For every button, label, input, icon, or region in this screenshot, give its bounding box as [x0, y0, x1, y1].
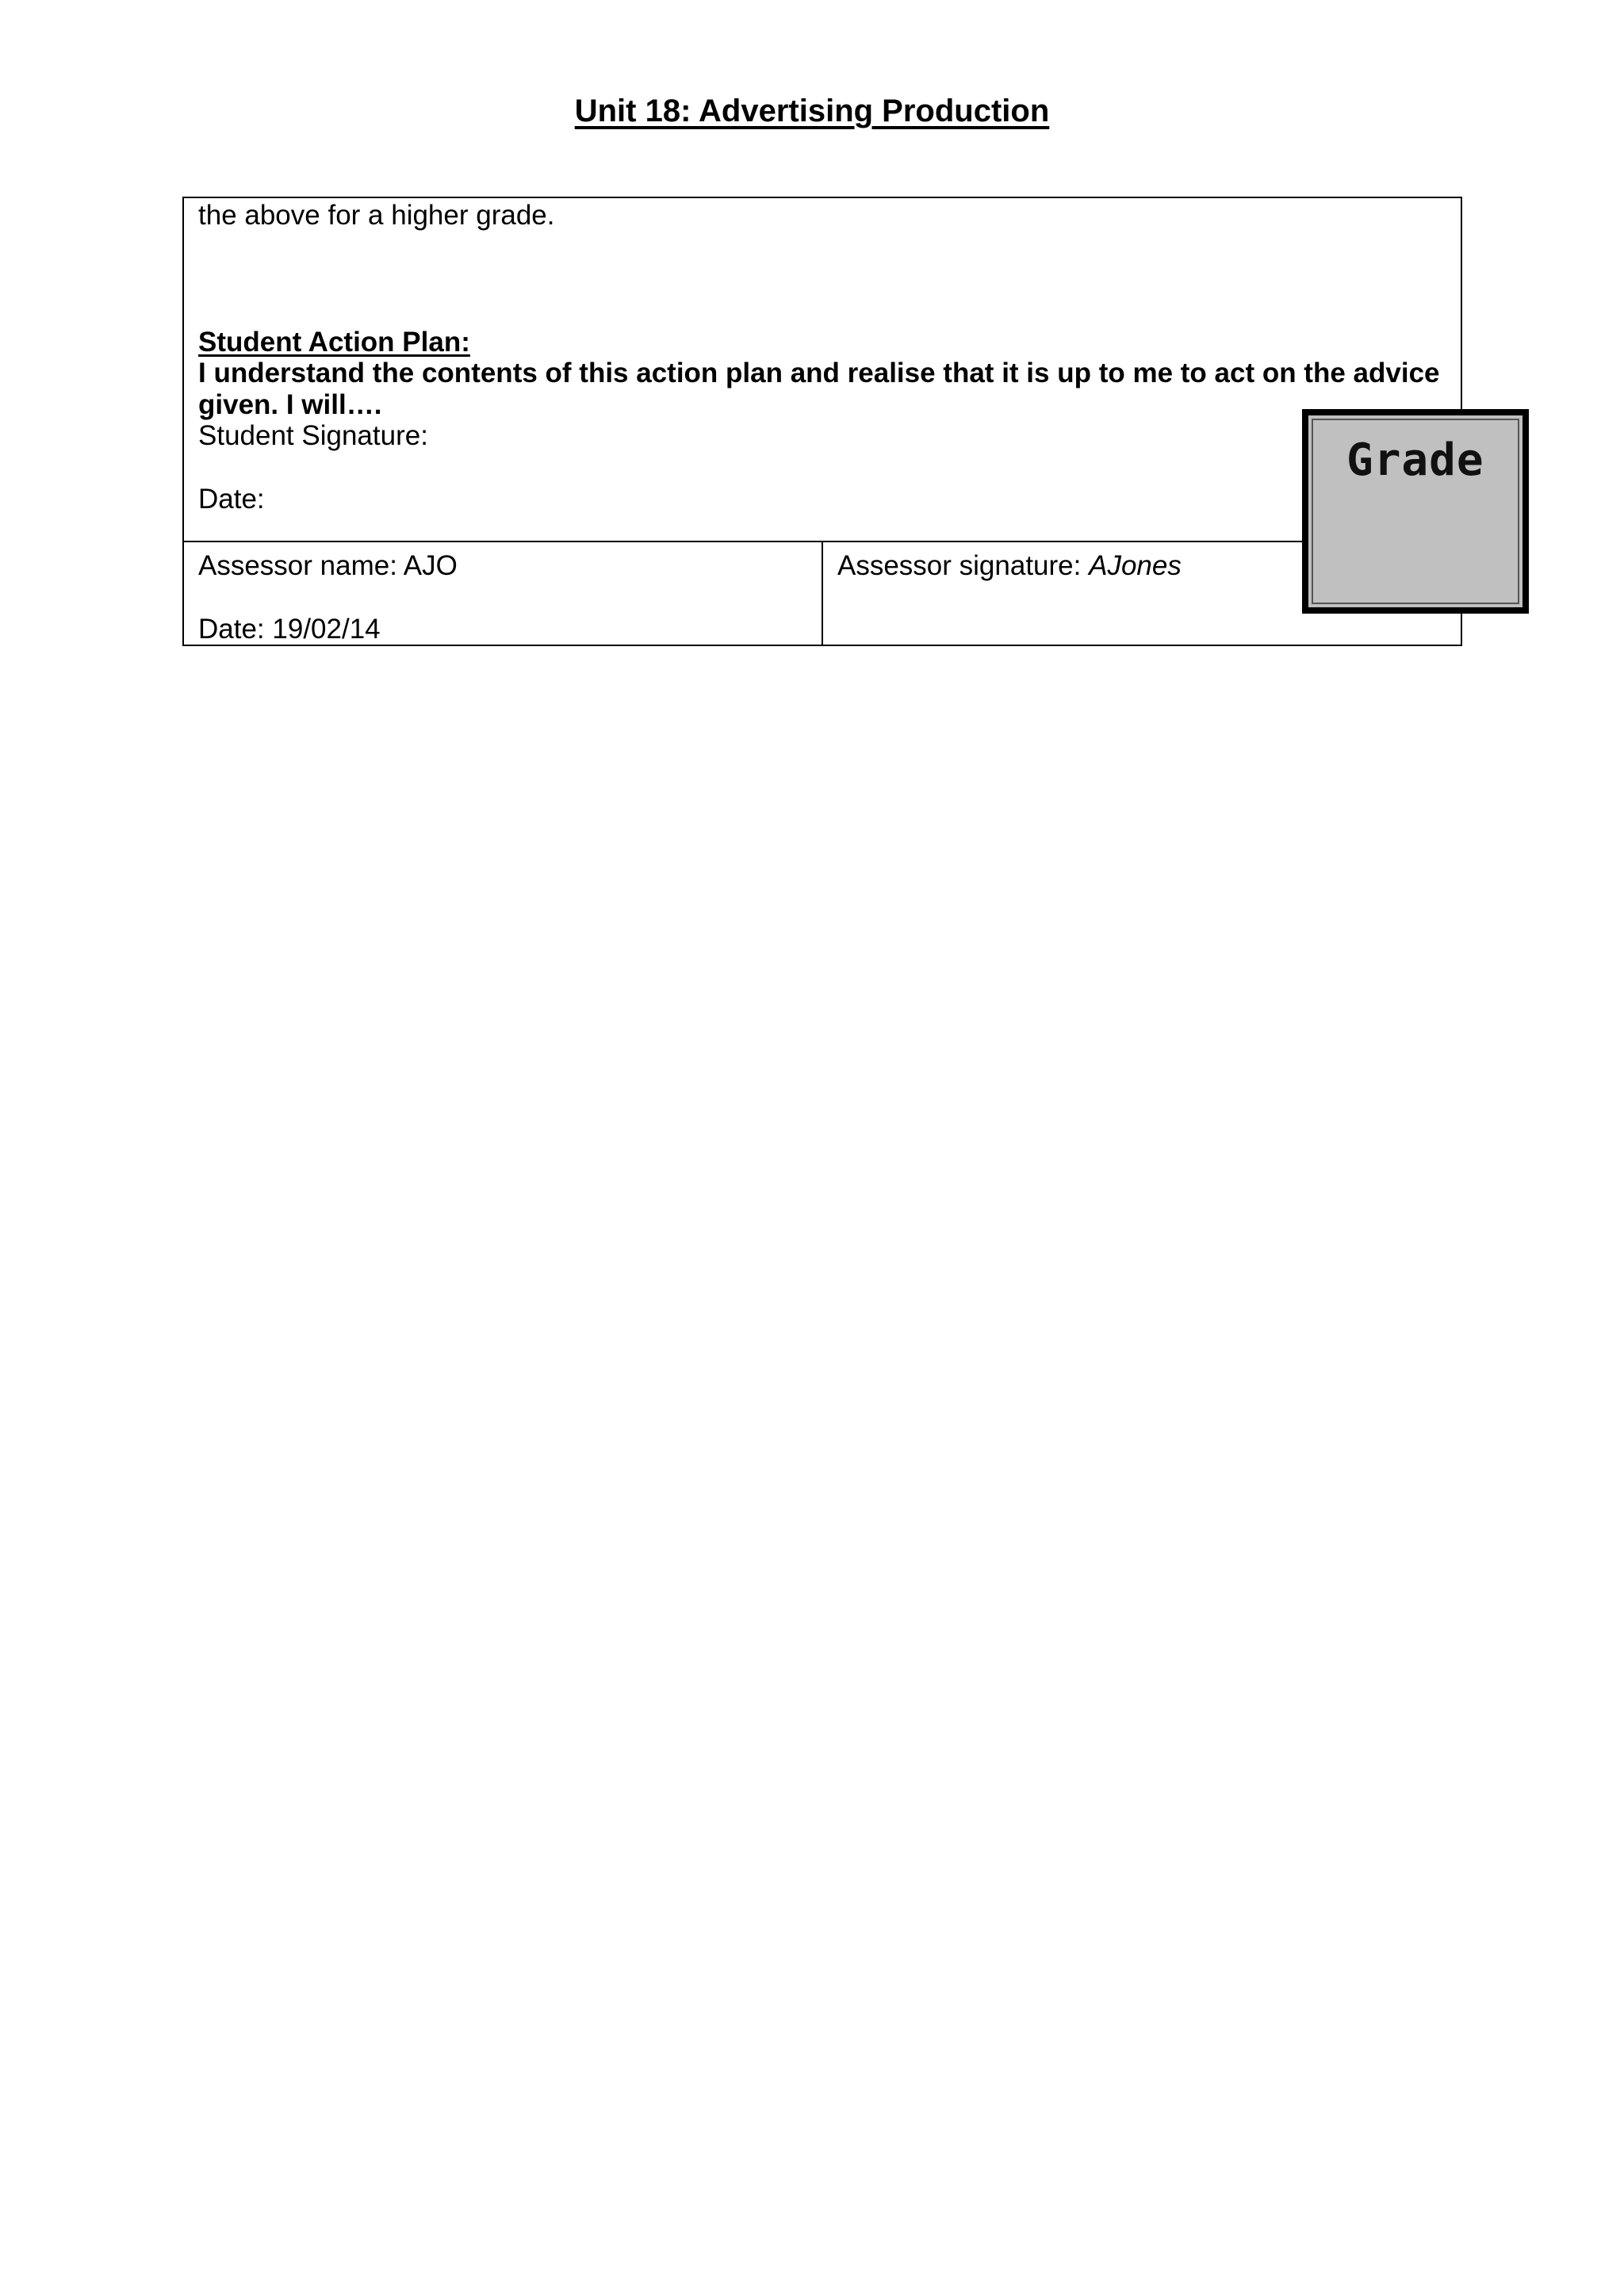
- assessor-name-line: [198, 550, 807, 582]
- spacer: [198, 232, 1446, 327]
- assessor-name-label: Assessor name:: [198, 550, 397, 581]
- assessor-date-line: [198, 614, 807, 645]
- action-plan-row: [183, 197, 1461, 541]
- student-signature-label: Student Signature:: [198, 420, 428, 452]
- grade-stamp-label: Grade: [1346, 434, 1484, 486]
- continued-text: the above for a higher grade.: [198, 200, 555, 231]
- action-plan-heading: Student Action Plan:: [198, 326, 470, 358]
- student-date-label: Date:: [198, 483, 265, 515]
- assessment-form-table: [182, 197, 1462, 646]
- action-plan-cell: [183, 197, 1461, 541]
- assessor-signature-value: AJones: [1089, 550, 1182, 581]
- grade-stamp: [1302, 409, 1529, 614]
- page-title: Unit 18: Advertising Production: [574, 94, 1050, 128]
- spacer: [198, 452, 1446, 484]
- assessor-date-label: Date:: [198, 613, 265, 645]
- action-plan-statement: I understand the contents of this action plan and realise that it is up to me to act on the advice given. I will….: [198, 358, 1440, 420]
- assessor-name-value: AJO: [403, 550, 458, 581]
- assessor-row: [183, 541, 1461, 645]
- assessor-name-cell: [183, 541, 822, 645]
- spacer: [198, 582, 807, 614]
- assessor-date-value: 19/02/14: [272, 613, 381, 645]
- assessor-signature-label: Assessor signature:: [837, 550, 1082, 581]
